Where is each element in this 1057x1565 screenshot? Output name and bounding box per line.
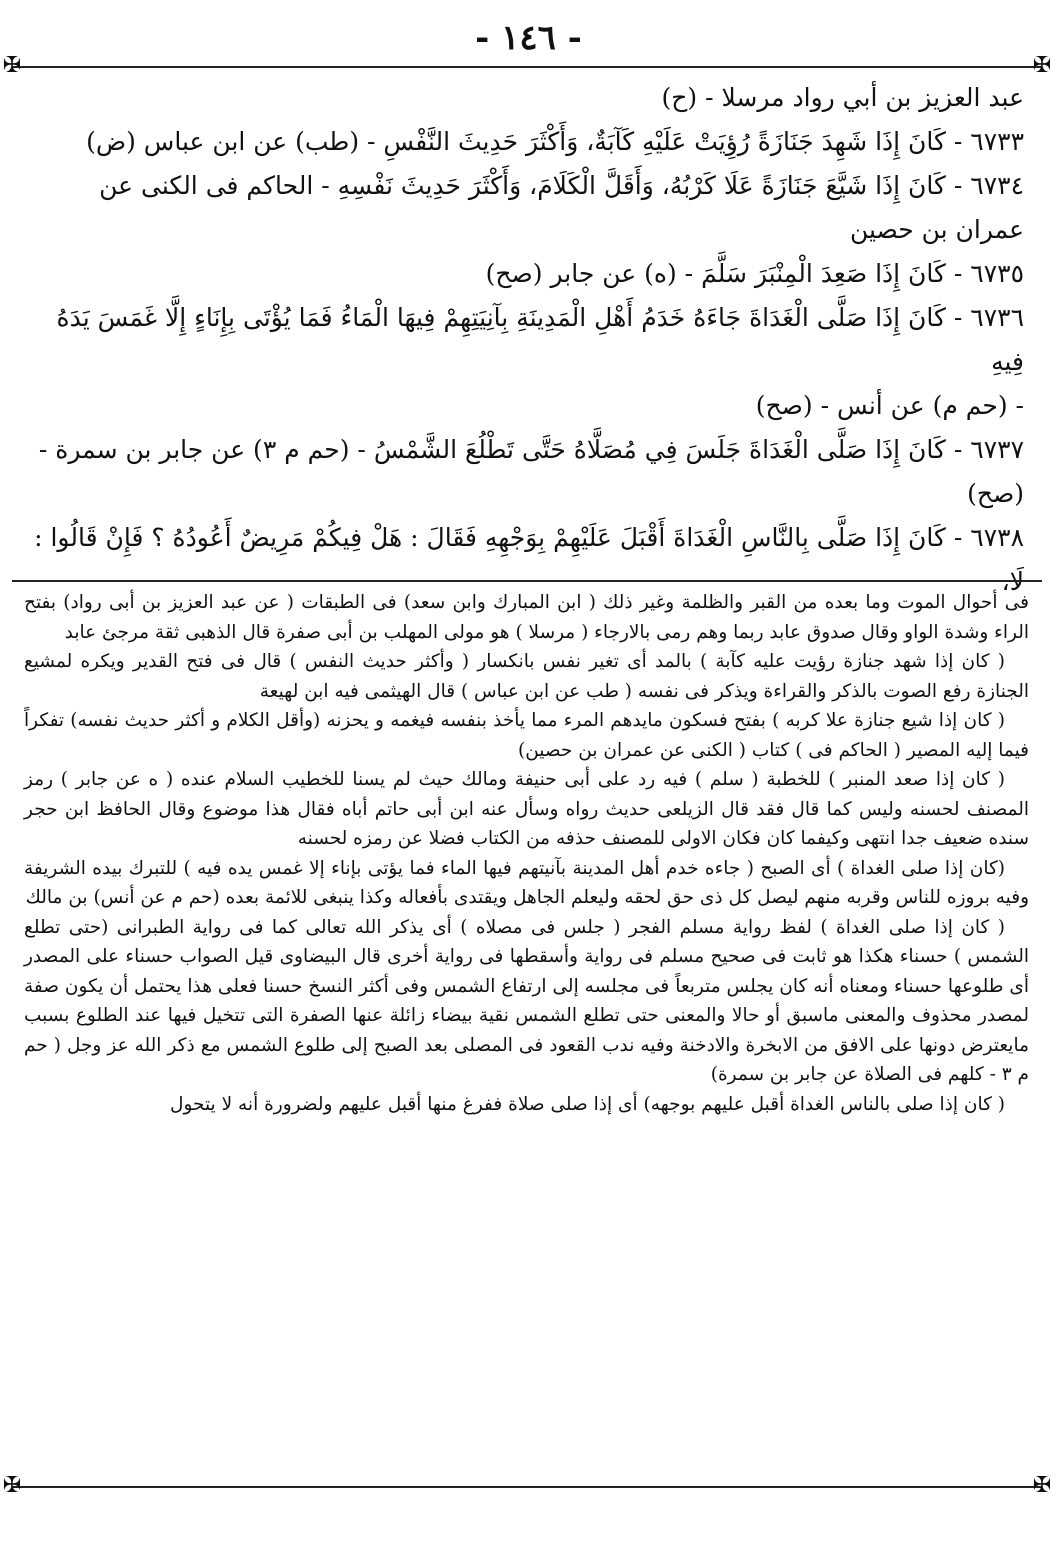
hadith-line: - (حم م) عن أنس - (صح) xyxy=(755,391,1024,420)
commentary-paragraph: ( كان إذا صلى بالناس الغداة أقبل عليهم بوجهه) أى إذا صلى صلاة ففرغ منها أقبل عليهم ولضرورة أنه لا يتحول xyxy=(170,1093,1005,1115)
section-divider xyxy=(12,580,1042,582)
commentary-paragraph: (كان إذا صلى الغداة ) أى الصبح ( جاءه خدم أهل المدينة بآنيتهم فيها الماء فما يؤتى بإناء إلا غمس يده فيه ) للتبرك بيده الشريفة وفيه بروزه للناس وقربه منهم ليصل كل ذى حق لحقه وليعلم الجاهل ويقتدى بأفعاله وكذا ينبغى للائمة بعده (حم م عن أنس) بن مالك xyxy=(24,857,1029,908)
page-number: - ١٤٦ - xyxy=(475,18,582,58)
hadith-line: ٦٧٣٨ - كَانَ إِذَا صَلَّى بِالنَّاسِ الْغَدَاةَ أَقْبَلَ عَلَيْهِمْ بِوَجْهِهِ فَقَالَ : هَلْ فِيكُمْ مَرِيضٌ أَعُودُهُ ؟ فَإِنْ قَالُوا : لَا، xyxy=(34,523,1024,596)
hadith-line: ٦٧٣٧ - كَانَ إِذَا صَلَّى الْغَدَاةَ جَلَسَ فِي مُصَلَّاهُ حَتَّى تَطْلُعَ الشَّمْسُ - (حم م ٣) عن جابر بن سمرة - (صح) xyxy=(38,435,1024,508)
hadith-line: عمران بن حصين xyxy=(849,215,1024,244)
ornament-top-left-icon: ✠ xyxy=(2,53,22,78)
ornament-top-right-icon: ✠ xyxy=(1032,53,1052,78)
ornament-bottom-left-icon: ✠ xyxy=(2,1473,22,1498)
hadith-line: ٦٧٣٤ - كَانَ إِذَا شَيَّعَ جَنَازَةً عَلَا كَرْبُهُ، وَأَقَلَّ الْكَلَامَ، وَأَكْثَرَ حَدِيثَ نَفْسِهِ - الحاكم فى الكنى عن xyxy=(99,171,1024,200)
ornament-bottom-right-icon: ✠ xyxy=(1032,1473,1052,1498)
commentary-text xyxy=(24,588,1029,1482)
hadith-text xyxy=(24,76,1024,596)
bottom-rule xyxy=(12,1486,1042,1488)
hadith-line: ٦٧٣٦ - كَانَ إِذَا صَلَّى الْغَدَاةَ جَاءَهُ خَدَمُ أَهْلِ الْمَدِينَةِ بِآنِيَتِهِمْ فِيهَا الْمَاءُ فَمَا يُؤْتَى بِإِنَاءٍ إِلَّا غَمَسَ يَدَهُ فِيهِ xyxy=(56,303,1024,376)
commentary-paragraph: ( كان إذا شيع جنازة علا كربه ) بفتح فسكون مايدهم المرء مما يأخذ بنفسه فيغمه و يحزنه (وأقل الكلام و أكثر حديث نفسه) تفكراً فيما إليه المصير ( الحاكم فى ) كتاب ( الكنى عن عمران بن حصين) xyxy=(24,710,1029,761)
commentary-paragraph: ( كان إذا شهد جنازة رؤيت عليه كآبة ) بالمد أى تغير نفس بانكسار ( وأكثر حديث النفس ) قال فى فتح القدير ويكره لمشيع الجنازة رفع الصوت بالذكر والقراءة ويذكر فى نفسه ( طب عن ابن عباس ) قال الهيثمى فيه ابن لهيعة xyxy=(24,651,1029,702)
hadith-line: ٦٧٣٥ - كَانَ إِذَا صَعِدَ الْمِنْبَرَ سَلَّمَ - (ه) عن جابر (صح) xyxy=(485,259,1024,288)
commentary-paragraph: ( كان إذا صعد المنبر ) للخطبة ( سلم ) فيه رد على أبى حنيفة ومالك حيث لم يسنا للخطيب السلام عنده ( ه عن جابر ) رمز المصنف لحسنه وليس كما قال فقد قال الزيلعى حديث رواه وسأل عنه ابن أبى حاتم أباه فقال هذا موضوع وقال الحافظ ابن حجر سنده ضعيف جدا انتهى وكيفما كان فكان الاولى للمصنف حذفه من الكتاب فضلا عن رمزه لحسنه xyxy=(24,769,1029,849)
hadith-line: عبد العزيز بن أبي رواد مرسلا - (ح) xyxy=(661,83,1024,112)
top-rule xyxy=(12,66,1042,68)
hadith-line: ٦٧٣٣ - كَانَ إِذَا شَهِدَ جَنَازَةً رُؤِيَتْ عَلَيْهِ كَآبَةٌ، وَأَكْثَرَ حَدِيثَ النَّفْسِ - (طب) عن ابن عباس (ض) xyxy=(86,127,1024,156)
commentary-paragraph: ( كان إذا صلى الغداة ) لفظ رواية مسلم الفجر ( جلس فى مصلاه ) أى يذكر الله تعالى كما فى رواية الطبرانى (حتى تطلع الشمس ) حسناء هكذا هو ثابت فى صحيح مسلم فى رواية وأسقطها فى رواية أخرى قال البيضاوى قيل الصواب حسناء على المصدر أى طلوعها حسناء ومعناه أنه كان يجلس متربعاً فى مجلسه إلى ارتفاع الشمس وفى أكثر النسخ حسنا فعلى هذا يحتمل أن يكون صفة لمصدر محذوف والمعنى ماسبق أو حالا والمعنى حتى تطلع الشمس نقية بيضاء زائلة عنها الصفرة التى تتخيل فيها عند الطلوع بسبب مايعترض دونها على الافق من الابخرة والادخنة وفيه ندب القعود فى المصلى بعد الصبح إلى طلوع الشمس مع ذكر الله عز وجل ( حم م ٣ - كلهم فى الصلاة عن جابر بن سمرة) xyxy=(24,916,1029,1085)
commentary-paragraph: فى أحوال الموت وما بعده من القبر والظلمة وغير ذلك ( ابن المبارك وابن سعد) فى الطبقات ( عن عبد العزيز بن أبى رواد) بفتح الراء وشدة الواو وقال صدوق عابد ربما وهم رمى بالارجاء ( مرسلا ) هو مولى المهلب بن أبى صفرة قال الذهبى ثقة مرجئ عابد xyxy=(24,592,1029,643)
